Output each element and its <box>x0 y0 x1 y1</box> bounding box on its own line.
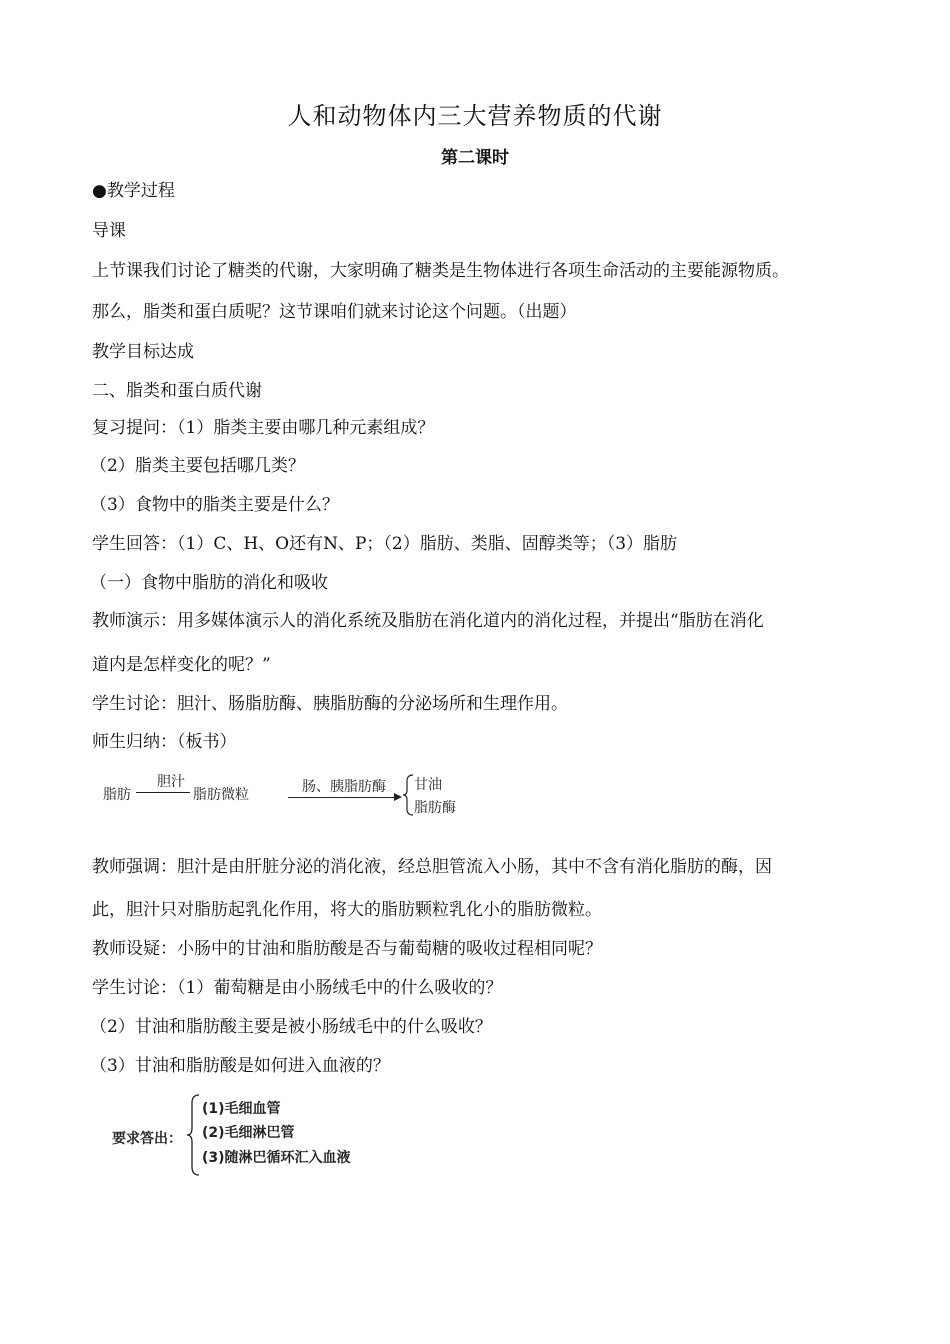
answer-item-1: (1)毛细血管 <box>202 1101 281 1117</box>
review-question-3: （3）食物中的脂类主要是什么？ <box>90 495 339 515</box>
document-subtitle: 第二课时 <box>441 148 509 168</box>
paragraph-line: 学生讨论：胆汁、肠脂肪酶、胰脂肪酶的分泌场所和生理作用。 <box>92 694 568 714</box>
heading-lipid-protein: 二、脂类和蛋白质代谢 <box>92 381 262 401</box>
flow-arrow-line <box>136 792 190 793</box>
discussion-question-3: （3）甘油和脂肪酸是如何进入血液的？ <box>90 1056 390 1076</box>
arrow-right-icon <box>394 793 402 801</box>
brace-icon <box>186 1094 200 1176</box>
discussion-question-1: 学生讨论：（1）葡萄糖是由小肠绒毛中的什么吸收的？ <box>92 978 503 998</box>
flow-product-enzyme: 脂肪酶 <box>414 800 456 816</box>
heading-goal: 教学目标达成 <box>92 342 194 362</box>
brace-icon <box>402 774 414 816</box>
paragraph-line: 道内是怎样变化的呢？” <box>92 655 271 675</box>
answer-lead: 要求答出： <box>112 1131 182 1147</box>
student-answer: 学生回答：（1）C、H、O还有N、P；（2）脂肪、类脂、固醇类等；（3）脂肪 <box>92 534 678 554</box>
discussion-question-2: （2）甘油和脂肪酸主要是被小肠绒毛中的什么吸收？ <box>90 1017 492 1037</box>
heading-introduction: 导课 <box>92 221 126 241</box>
flow-middle-fat-particles: 脂肪微粒 <box>193 787 249 803</box>
section-heading-teaching-process: ●教学过程 <box>92 181 175 201</box>
flow-label-bile: 胆汁 <box>157 774 185 790</box>
paragraph-line: 上节课我们讨论了糖类的代谢，大家明确了糖类是生物体进行各项生命活动的主要能源物质。 <box>92 261 789 281</box>
answer-item-3: (3)随淋巴循环汇入血液 <box>202 1150 351 1166</box>
paragraph-line: 那么，脂类和蛋白质呢？这节课咱们就来讨论这个问题。（出题） <box>92 302 577 322</box>
paragraph-line: 教师设疑：小肠中的甘油和脂肪酸是否与葡萄糖的吸收过程相同呢？ <box>92 939 602 959</box>
paragraph-line: 此，胆汁只对脂肪起乳化作用，将大的脂肪颗粒乳化小的脂肪微粒。 <box>92 900 602 920</box>
flow-product-glycerol: 甘油 <box>414 777 442 793</box>
subheading-fat-digestion: （一）食物中脂肪的消化和吸收 <box>90 573 328 593</box>
paragraph-line: 教师演示：用多媒体演示人的消化系统及脂肪在消化道内的消化过程，并提出“脂肪在消化 <box>92 611 764 631</box>
document-title: 人和动物体内三大营养物质的代谢 <box>287 102 663 130</box>
paragraph-line: 教师强调：胆汁是由肝脏分泌的消化液，经总胆管流入小肠，其中不含有消化脂肪的酶，因 <box>92 857 772 877</box>
review-question-1: 复习提问：（1）脂类主要由哪几种元素组成？ <box>92 418 435 438</box>
paragraph-line: 师生归纳：（板书） <box>92 732 237 752</box>
review-question-2: （2）脂类主要包括哪几类？ <box>90 456 305 476</box>
flow-start-fat: 脂肪 <box>103 787 131 803</box>
answer-item-2: (2)毛细淋巴管 <box>202 1125 295 1141</box>
flow-arrow-line <box>288 797 394 798</box>
flow-label-enzymes: 肠、胰脂肪酶 <box>302 779 386 795</box>
